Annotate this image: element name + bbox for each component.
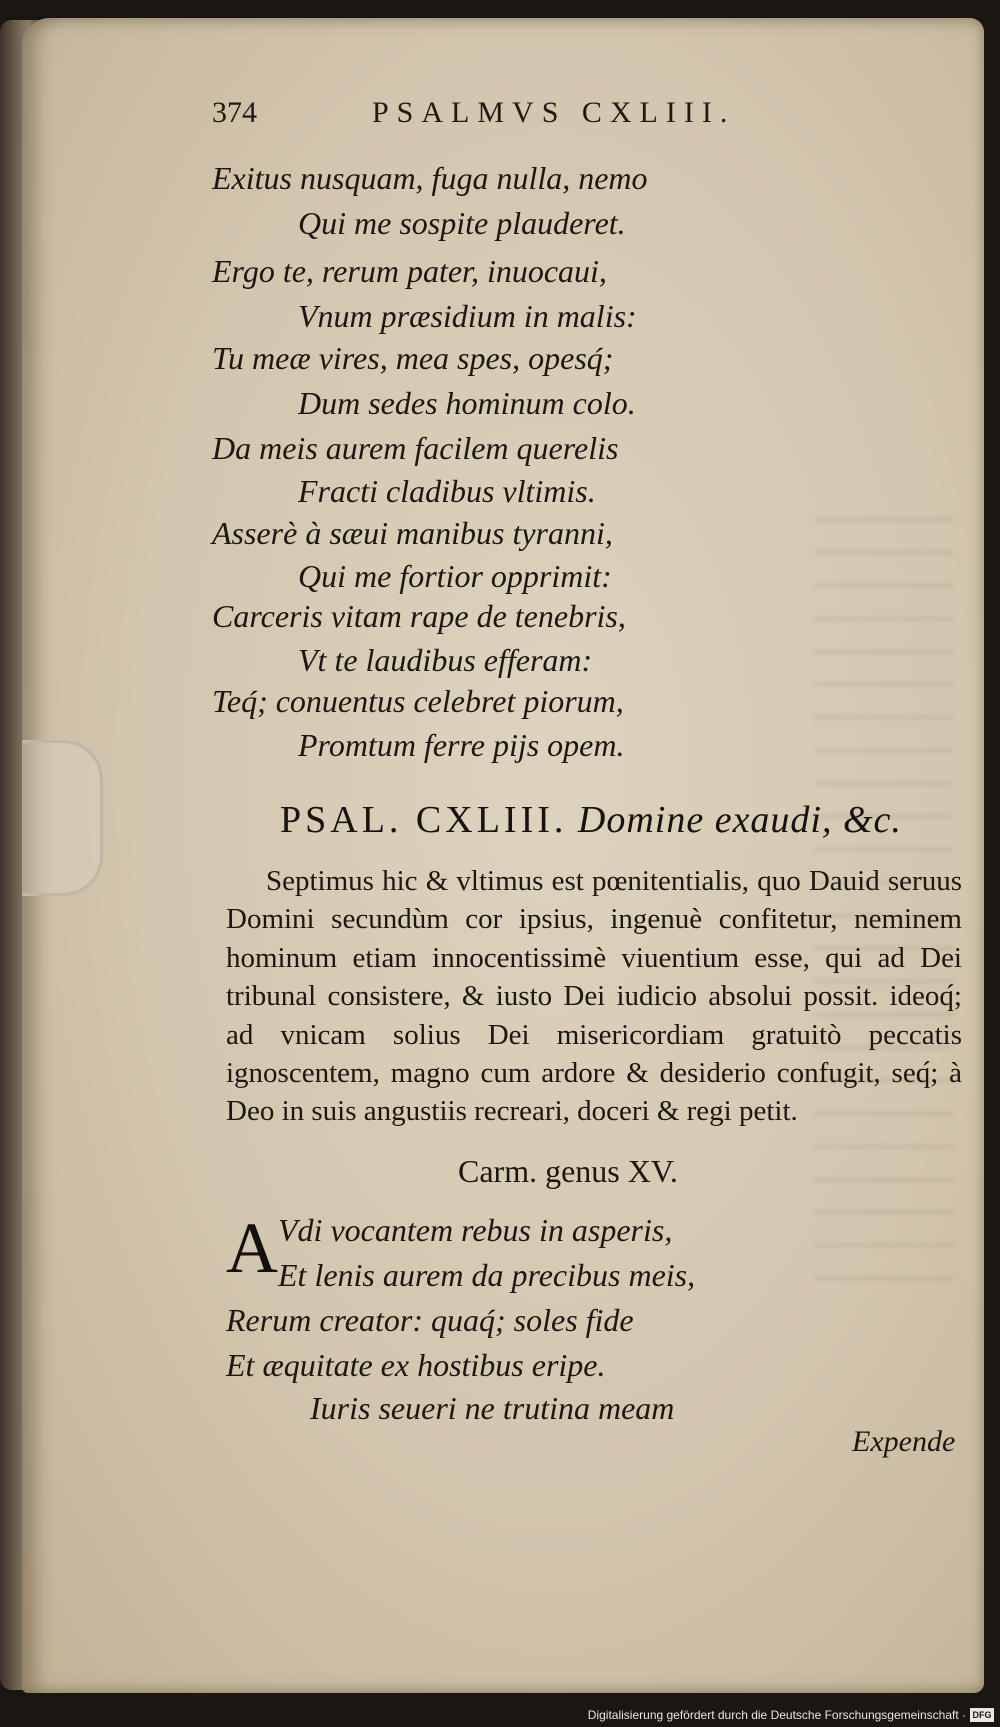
footer-bar [0, 1699, 1000, 1727]
drop-capital: A [226, 1208, 278, 1288]
digitization-credit: Digitalisierung gefördert durch die Deutsche Forschungsgemeinschaft · [587, 1708, 966, 1722]
verse-line: Vt te laudibus efferam: [298, 642, 593, 678]
argument-paragraph [226, 862, 962, 1131]
section-heading [280, 798, 902, 842]
section-heading-number: PSAL. CXLIII. [280, 799, 568, 841]
verse-line: Tu meæ vires, mea spes, opesq́; [212, 340, 614, 376]
verse-line: Dum sedes hominum colo. [298, 385, 636, 421]
catchword: Expende [852, 1425, 956, 1458]
verse-line: Teq́; conuentus celebret piorum, [212, 683, 624, 719]
verse-line: Promtum ferre pijs opem. [298, 727, 625, 763]
verse-line: Vnum præsidium in malis: [298, 298, 637, 334]
verse-line: Ergo te, rerum pater, inuocaui, [212, 253, 607, 289]
section-heading-title: Domine exaudi, &c. [577, 799, 902, 841]
verse-line: Qui me sospite plauderet. [298, 205, 626, 241]
page-number: 374 [212, 96, 257, 129]
argument-text: Septimus hic & vltimus est pœnitentialis, quo Dauid seruus Domini secundùm cor ipsius, ingenuè confitetur, neminem hominum etiam innocentissimè viuentium esse, qui ad Dei tribunal consistere, & iusto Dei iudicio absolui possit. ideoq́; ad vnicam solius Dei misericordiam gratuitò peccatis ignoscentem, magno cum ardore & desiderio confugit, seq́; à Deo in suis angustiis recreari, doceri & regi petit. [226, 865, 962, 1128]
page-clip [22, 740, 103, 896]
running-title: PSALMVS CXLIII. [372, 96, 736, 129]
verse-line: Da meis aurem facilem querelis [212, 430, 619, 466]
verse-line: Exitus nusquam, fuga nulla, nemo [212, 160, 648, 196]
verse-line: Asserè à sæui manibus tyranni, [212, 515, 613, 551]
verse-line: Qui me fortior opprimit: [298, 558, 612, 594]
verse-line: Et æquitate ex hostibus eripe. [226, 1347, 606, 1383]
verse-line: Iuris seueri ne trutina meam [310, 1390, 675, 1426]
dfg-logo: DFG [970, 1708, 994, 1722]
page-header [212, 96, 802, 140]
verse-line: Et lenis aurem da precibus meis, [278, 1257, 696, 1293]
verse-line: Rerum creator: quaq́; soles fide [226, 1302, 634, 1338]
verse-line: Carceris vitam rape de tenebris, [212, 598, 626, 634]
meter-label: Carm. genus XV. [458, 1153, 678, 1189]
verse-line: Vdi vocantem rebus in asperis, [278, 1212, 673, 1248]
verse-line: Fracti cladibus vltimis. [298, 473, 596, 509]
